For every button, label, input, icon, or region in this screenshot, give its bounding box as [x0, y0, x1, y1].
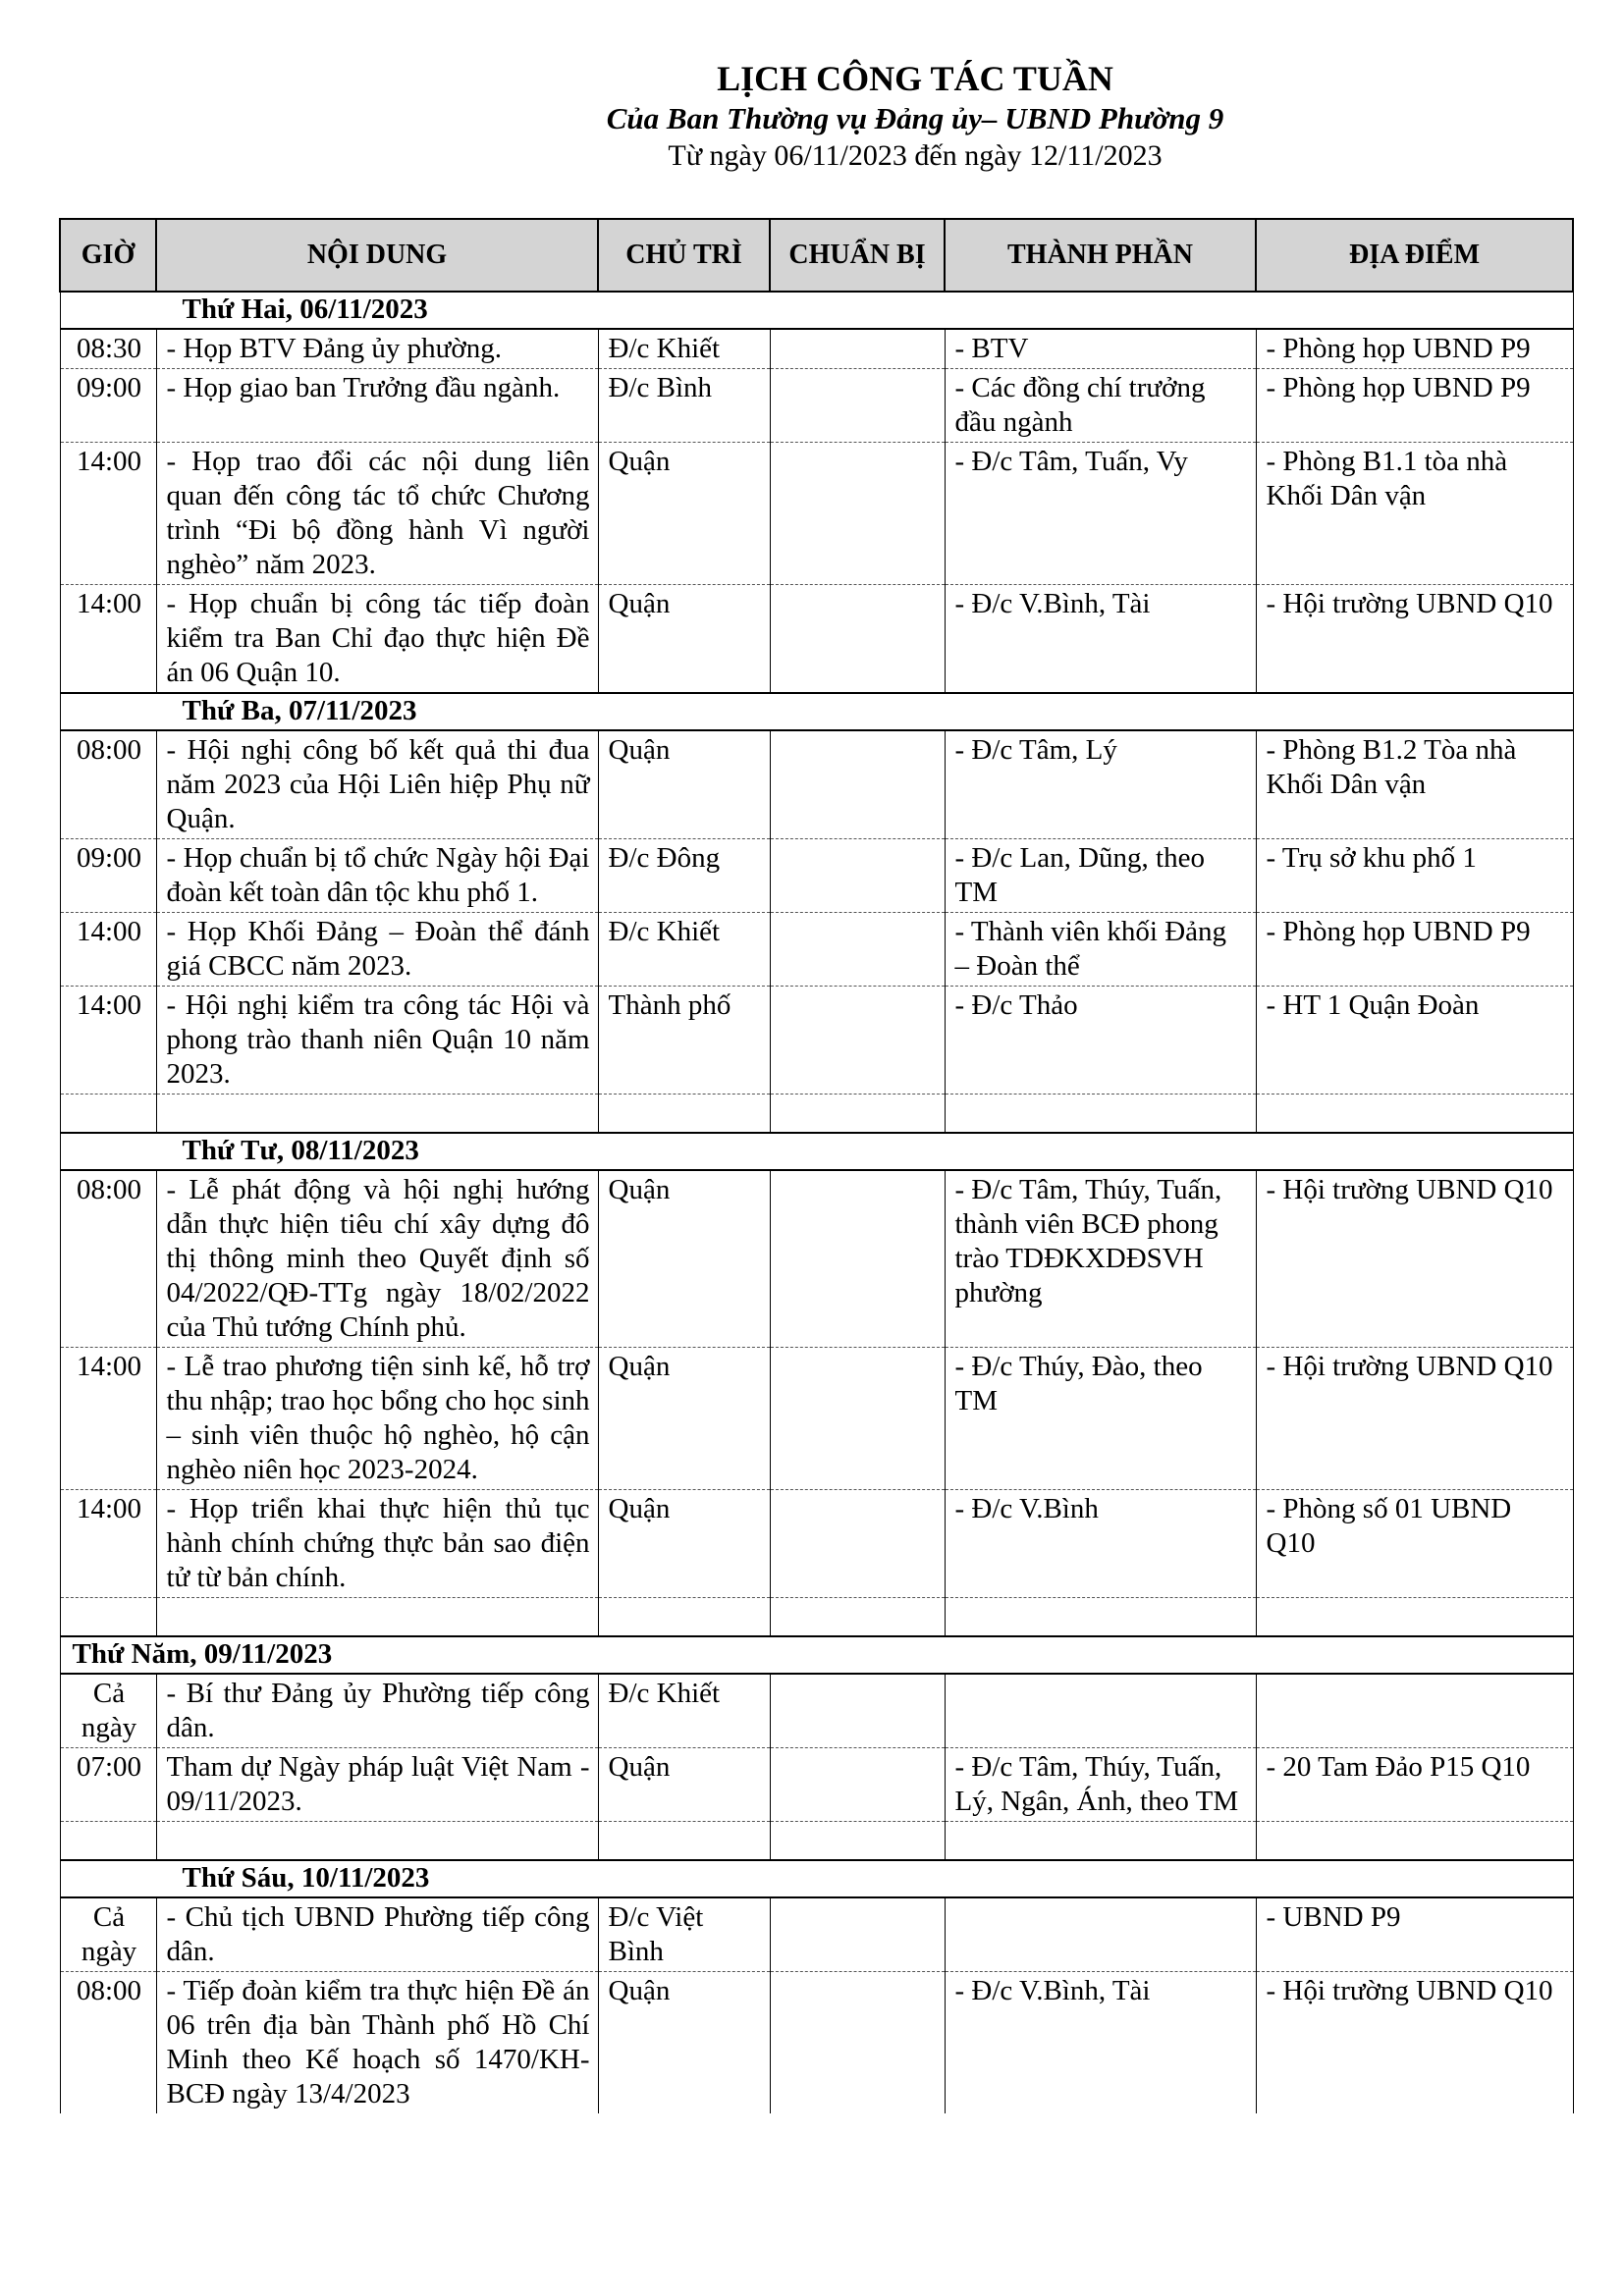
- row-time: 14:00: [60, 1348, 156, 1490]
- table-row: [60, 1748, 1573, 1822]
- table-row: [60, 369, 1573, 443]
- day-label: Thứ Sáu, 10/11/2023: [60, 1860, 1573, 1897]
- row-members: - Các đồng chí trưởng đầu ngành: [945, 369, 1256, 443]
- empty-cell: [1256, 1822, 1573, 1861]
- empty-cell: [156, 1822, 598, 1861]
- row-time: 09:00: [60, 369, 156, 443]
- row-host: Quận: [598, 730, 770, 839]
- row-host: Đ/c Việt Bình: [598, 1897, 770, 1972]
- row-location: - HT 1 Quận Đoàn: [1256, 987, 1573, 1095]
- day-header-row: [60, 1636, 1573, 1674]
- empty-cell: [945, 1822, 1256, 1861]
- row-members: - Thành viên khối Đảng – Đoàn thể: [945, 913, 1256, 987]
- row-content: - Họp chuẩn bị công tác tiếp đoàn kiểm tra Ban Chỉ đạo thực hiện Đề án 06 Quận 10.: [156, 585, 598, 694]
- row-prep: [770, 913, 945, 987]
- row-members: - Đ/c Thúy, Đào, theo TM: [945, 1348, 1256, 1490]
- row-content: Tham dự Ngày pháp luật Việt Nam - 09/11/2023.: [156, 1748, 598, 1822]
- table-row: [60, 585, 1573, 694]
- empty-cell: [770, 1822, 945, 1861]
- empty-cell: [945, 1095, 1256, 1134]
- row-location: - Hội trường UBND Q10: [1256, 585, 1573, 694]
- empty-cell: [770, 1095, 945, 1134]
- row-host: Quận: [598, 1170, 770, 1348]
- row-prep: [770, 1170, 945, 1348]
- row-location: - Hội trường UBND Q10: [1256, 1170, 1573, 1348]
- row-time: 08:00: [60, 1972, 156, 2114]
- date-range: Từ ngày 06/11/2023 đến ngày 12/11/2023: [668, 139, 1163, 172]
- row-host: Quận: [598, 1490, 770, 1598]
- row-location: - UBND P9: [1256, 1897, 1573, 1972]
- row-time: 07:00: [60, 1748, 156, 1822]
- row-location: [1256, 1674, 1573, 1748]
- schedule-table: [59, 218, 1574, 2113]
- row-host: Đ/c Khiết: [598, 329, 770, 369]
- row-host: Thành phố: [598, 987, 770, 1095]
- row-time: 14:00: [60, 443, 156, 585]
- document-header: [0, 57, 1624, 175]
- row-time: 08:00: [60, 730, 156, 839]
- col-header-content: NỘI DUNG: [156, 219, 598, 292]
- row-location: - Trụ sở khu phố 1: [1256, 839, 1573, 913]
- row-content: - Chủ tịch UBND Phường tiếp công dân.: [156, 1897, 598, 1972]
- empty-cell: [598, 1822, 770, 1861]
- page-subtitle: Của Ban Thường vụ Đảng ủy– UBND Phường 9: [606, 101, 1224, 135]
- row-members: [945, 1674, 1256, 1748]
- col-header-members: THÀNH PHẦN: [945, 219, 1256, 292]
- day-header-row: [60, 693, 1573, 730]
- row-prep: [770, 1348, 945, 1490]
- row-members: - Đ/c Tâm, Tuấn, Vy: [945, 443, 1256, 585]
- row-prep: [770, 585, 945, 694]
- row-host: Quận: [598, 585, 770, 694]
- row-members: - Đ/c Tâm, Lý: [945, 730, 1256, 839]
- row-content: - Lễ trao phương tiện sinh kế, hỗ trợ thu nhập; trao học bổng cho học sinh – sinh viên thuộc hộ nghèo, hộ cận nghèo niên học 2023-2024.: [156, 1348, 598, 1490]
- empty-row: [60, 1822, 1573, 1861]
- row-content: - Hội nghị công bố kết quả thi đua năm 2023 của Hội Liên hiệp Phụ nữ Quận.: [156, 730, 598, 839]
- row-content: - Họp BTV Đảng ủy phường.: [156, 329, 598, 369]
- empty-cell: [60, 1095, 156, 1134]
- row-location: - Hội trường UBND Q10: [1256, 1348, 1573, 1490]
- row-members: - Đ/c Tâm, Thúy, Tuấn, Lý, Ngân, Ánh, theo TM: [945, 1748, 1256, 1822]
- day-label: Thứ Năm, 09/11/2023: [60, 1636, 1573, 1674]
- empty-cell: [60, 1598, 156, 1637]
- row-location: - 20 Tam Đảo P15 Q10: [1256, 1748, 1573, 1822]
- row-time: 14:00: [60, 585, 156, 694]
- col-header-host: CHỦ TRÌ: [598, 219, 770, 292]
- row-host: Quận: [598, 1348, 770, 1490]
- page-title: LỊCH CÔNG TÁC TUẦN: [717, 59, 1113, 98]
- empty-cell: [156, 1598, 598, 1637]
- row-members: - Đ/c V.Bình: [945, 1490, 1256, 1598]
- row-location: - Phòng họp UBND P9: [1256, 369, 1573, 443]
- empty-cell: [945, 1598, 1256, 1637]
- table-header-row: [60, 219, 1573, 292]
- day-header-row: [60, 1860, 1573, 1897]
- row-location: - Phòng họp UBND P9: [1256, 329, 1573, 369]
- col-header-prep: CHUẨN BỊ: [770, 219, 945, 292]
- row-time: Cả ngày: [60, 1674, 156, 1748]
- empty-cell: [1256, 1095, 1573, 1134]
- table-row: [60, 1170, 1573, 1348]
- row-prep: [770, 1490, 945, 1598]
- row-time: 08:00: [60, 1170, 156, 1348]
- row-host: Đ/c Đông: [598, 839, 770, 913]
- col-header-location: ĐỊA ĐIỂM: [1256, 219, 1573, 292]
- row-content: - Họp trao đổi các nội dung liên quan đến công tác tổ chức Chương trình “Đi bộ đồng hành Vì người nghèo” năm 2023.: [156, 443, 598, 585]
- row-prep: [770, 839, 945, 913]
- table-row: [60, 1674, 1573, 1748]
- row-prep: [770, 1972, 945, 2114]
- day-label: Thứ Ba, 07/11/2023: [60, 693, 1573, 730]
- row-host: Đ/c Bình: [598, 369, 770, 443]
- row-host: Quận: [598, 1748, 770, 1822]
- row-location: - Phòng B1.1 tòa nhà Khối Dân vận: [1256, 443, 1573, 585]
- row-prep: [770, 987, 945, 1095]
- day-label: Thứ Hai, 06/11/2023: [60, 292, 1573, 329]
- empty-row: [60, 1598, 1573, 1637]
- day-label: Thứ Tư, 08/11/2023: [60, 1133, 1573, 1170]
- row-content: - Họp giao ban Trưởng đầu ngành.: [156, 369, 598, 443]
- empty-cell: [1256, 1598, 1573, 1637]
- row-members: - Đ/c Thảo: [945, 987, 1256, 1095]
- row-content: - Họp Khối Đảng – Đoàn thể đánh giá CBCC năm 2023.: [156, 913, 598, 987]
- row-members: - BTV: [945, 329, 1256, 369]
- day-header-row: [60, 292, 1573, 329]
- row-time: 08:30: [60, 329, 156, 369]
- row-prep: [770, 369, 945, 443]
- table-row: [60, 1348, 1573, 1490]
- row-time: 14:00: [60, 1490, 156, 1598]
- row-host: Quận: [598, 1972, 770, 2114]
- table-row: [60, 1490, 1573, 1598]
- row-host: Quận: [598, 443, 770, 585]
- row-prep: [770, 730, 945, 839]
- table-row: [60, 1897, 1573, 1972]
- col-header-time: GIỜ: [60, 219, 156, 292]
- row-content: - Họp chuẩn bị tổ chức Ngày hội Đại đoàn kết toàn dân tộc khu phố 1.: [156, 839, 598, 913]
- row-members: - Đ/c V.Bình, Tài: [945, 585, 1256, 694]
- row-time: 09:00: [60, 839, 156, 913]
- day-header-row: [60, 1133, 1573, 1170]
- row-time: 14:00: [60, 987, 156, 1095]
- empty-cell: [156, 1095, 598, 1134]
- empty-cell: [598, 1095, 770, 1134]
- row-time: 14:00: [60, 913, 156, 987]
- row-content: - Họp triển khai thực hiện thủ tục hành chính chứng thực bản sao điện tử từ bản chính.: [156, 1490, 598, 1598]
- row-prep: [770, 1897, 945, 1972]
- row-location: - Phòng họp UBND P9: [1256, 913, 1573, 987]
- row-prep: [770, 443, 945, 585]
- empty-cell: [770, 1598, 945, 1637]
- row-members: - Đ/c Lan, Dũng, theo TM: [945, 839, 1256, 913]
- row-time: Cả ngày: [60, 1897, 156, 1972]
- table-row: [60, 913, 1573, 987]
- schedule-body: [60, 292, 1573, 2113]
- row-members: - Đ/c Tâm, Thúy, Tuấn, thành viên BCĐ phong trào TDĐKXDĐSVH phường: [945, 1170, 1256, 1348]
- row-location: - Phòng B1.2 Tòa nhà Khối Dân vận: [1256, 730, 1573, 839]
- table-row: [60, 1972, 1573, 2114]
- table-row: [60, 329, 1573, 369]
- row-content: - Hội nghị kiểm tra công tác Hội và phong trào thanh niên Quận 10 năm 2023.: [156, 987, 598, 1095]
- row-prep: [770, 329, 945, 369]
- table-row: [60, 730, 1573, 839]
- table-row: [60, 987, 1573, 1095]
- row-content: - Lễ phát động và hội nghị hướng dẫn thực hiện tiêu chí xây dựng đô thị thông minh theo Quyết định số 04/2022/QĐ-TTg ngày 18/02/2022 của Thủ tướng Chính phủ.: [156, 1170, 598, 1348]
- row-members: - Đ/c V.Bình, Tài: [945, 1972, 1256, 2114]
- row-host: Đ/c Khiết: [598, 913, 770, 987]
- table-row: [60, 839, 1573, 913]
- row-location: - Phòng số 01 UBND Q10: [1256, 1490, 1573, 1598]
- empty-cell: [60, 1822, 156, 1861]
- row-host: Đ/c Khiết: [598, 1674, 770, 1748]
- table-row: [60, 443, 1573, 585]
- row-prep: [770, 1674, 945, 1748]
- row-location: - Hội trường UBND Q10: [1256, 1972, 1573, 2114]
- row-content: - Bí thư Đảng ủy Phường tiếp công dân.: [156, 1674, 598, 1748]
- row-content: - Tiếp đoàn kiểm tra thực hiện Đề án 06 trên địa bàn Thành phố Hồ Chí Minh theo Kế hoạch số 1470/KH-BCĐ ngày 13/4/2023: [156, 1972, 598, 2114]
- empty-row: [60, 1095, 1573, 1134]
- empty-cell: [598, 1598, 770, 1637]
- row-prep: [770, 1748, 945, 1822]
- row-members: [945, 1897, 1256, 1972]
